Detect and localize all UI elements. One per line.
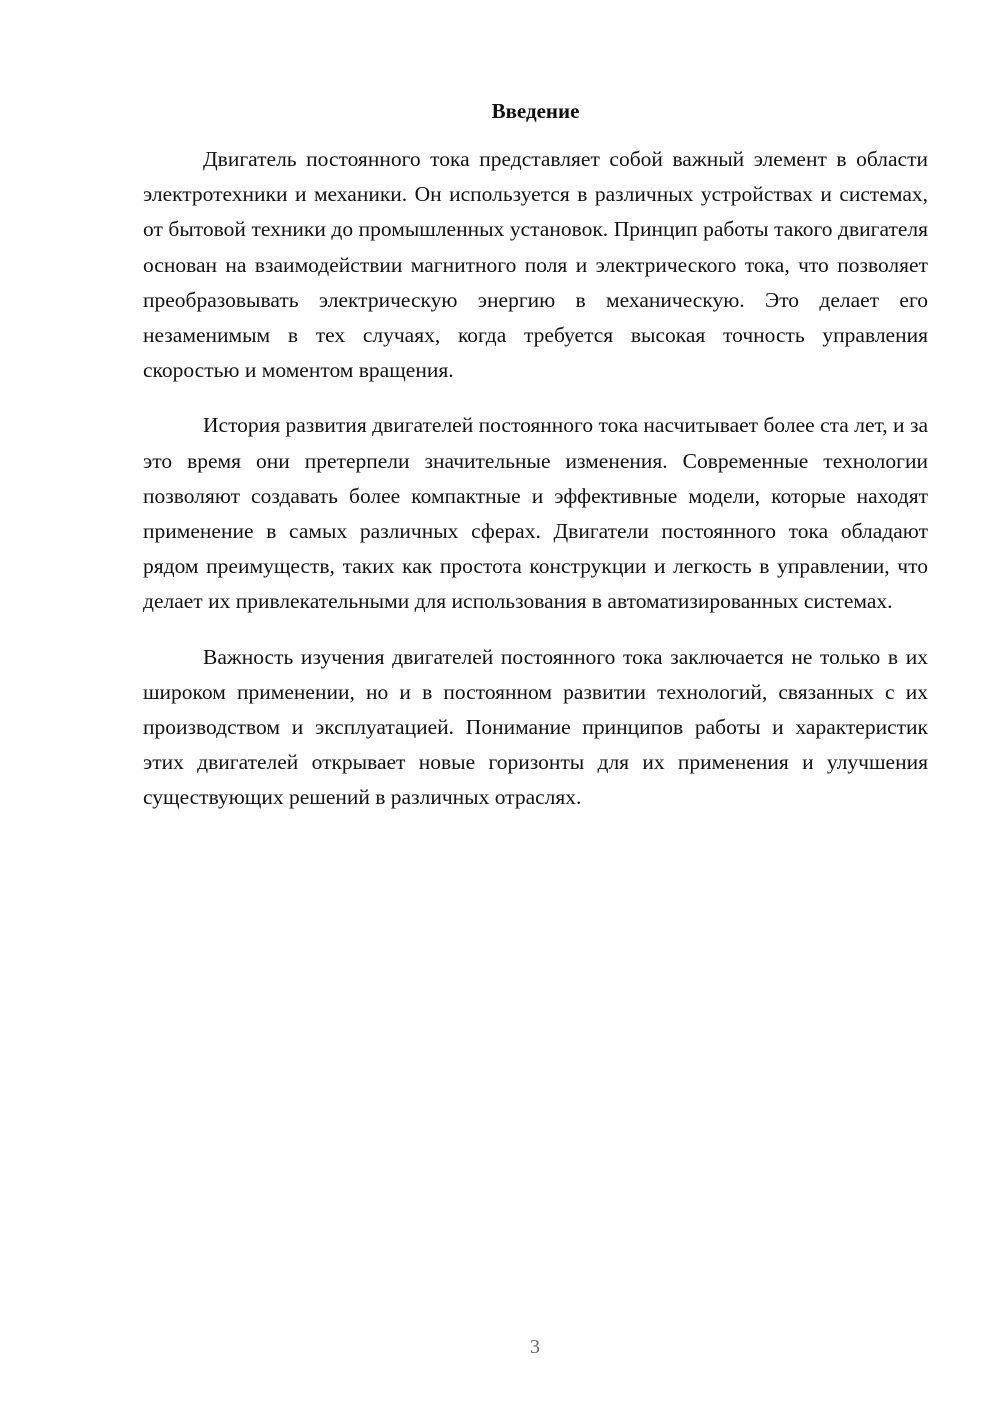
paragraph-2: История развития двигателей постоянного тока насчитывает более ста лет, и за это время они претерпели значительные изменения. Современные технологии позволяют создавать более компактные и эффективные модели, которые находят применение в самых различных сферах. Двигатели постоянного тока обладают рядом преимуществ, таких как простота конструкции и легкость в управлении, что делает их привлекательными для использования в автоматизированных системах.	[143, 413, 928, 614]
page-number: 3	[530, 1336, 540, 1358]
section-heading: Введение	[491, 99, 580, 123]
body-text	[143, 142, 928, 836]
paragraph-1: Двигатель постоянного тока представляет собой важный элемент в области электротехники и механики. Он используется в различных устройствах и системах, от бытовой техники до промышленных установок. Принцип работы такого двигателя основан на взаимодействии магнитного поля и электрического тока, что позволяет преобразовывать электрическую энергию в механическую. Это делает его незаменимым в тех случаях, когда требуется высокая точность управления скоростью и моментом вращения.	[143, 147, 928, 383]
paragraph-3: Важность изучения двигателей постоянного тока заключается не только в их широком применении, но и в постоянном развитии технологий, связанных с их производством и эксплуатацией. Понимание принципов работы и характеристик этих двигателей открывает новые горизонты для их применения и улучшения существующих решений в различных отраслях.	[143, 644, 928, 810]
